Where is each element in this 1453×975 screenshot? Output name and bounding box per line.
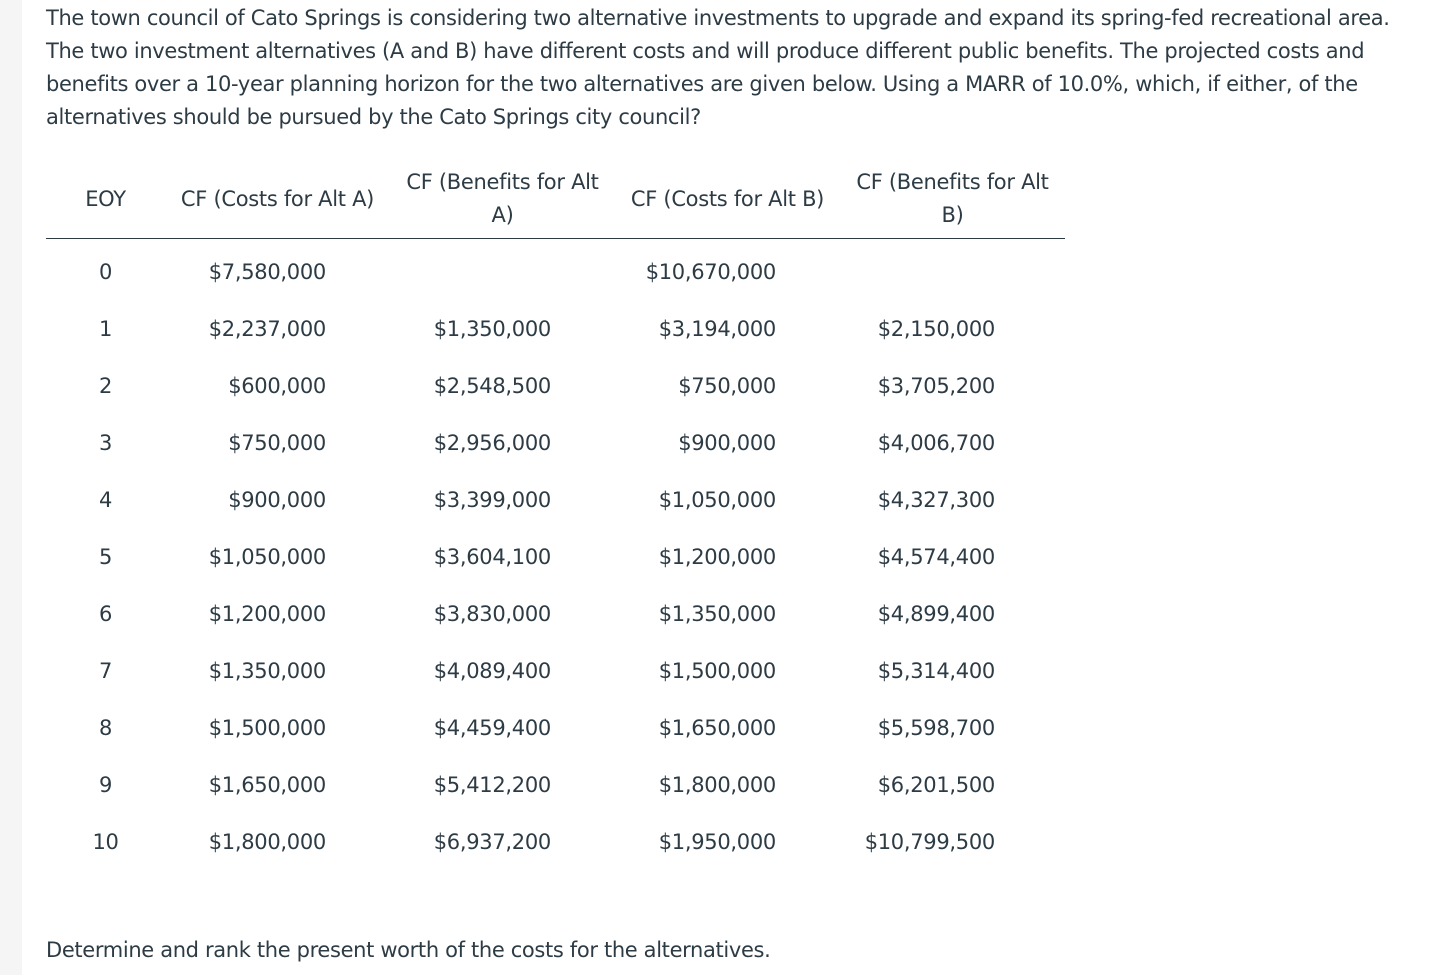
- table-row: [46, 813, 1065, 870]
- table-row: [46, 471, 1065, 528]
- cell-costs-alt-a: $1,500,000: [208, 715, 326, 740]
- table-row: [46, 300, 1065, 357]
- header-costs-alt-a: CF (Costs for Alt A): [165, 160, 390, 239]
- cell-benefits-alt-b: $3,705,200: [877, 373, 995, 398]
- cell-benefits-alt-a: $3,604,100: [433, 544, 551, 569]
- left-margin-strip: [0, 0, 22, 975]
- table-row: [46, 756, 1065, 813]
- cell-eoy: 2: [98, 373, 113, 398]
- question-text: The town council of Cato Springs is considering two alternative investments to upgrade and expand its spring-fed recreational area. The two investment alternatives (A and B) have different costs and will produce different public benefits. The projected costs and benefits over a 10-year planning horizon for the two alternatives are given below. Using a MARR of 10.0%, which, if either, of the alternatives should be pursued by the Cato Springs city council?: [46, 6, 1390, 129]
- table-row: [46, 528, 1065, 585]
- table-row: [46, 585, 1065, 642]
- cell-costs-alt-b: $1,650,000: [658, 715, 776, 740]
- cell-costs-alt-a: $900,000: [228, 487, 326, 512]
- cell-benefits-alt-a: $6,937,200: [433, 829, 551, 854]
- cell-eoy: 10: [92, 829, 119, 854]
- header-row: [46, 160, 1065, 239]
- cell-costs-alt-b: $1,050,000: [658, 487, 776, 512]
- cell-benefits-alt-b: $5,598,700: [877, 715, 995, 740]
- cell-costs-alt-b: $3,194,000: [658, 316, 776, 341]
- cell-costs-alt-b: $1,200,000: [658, 544, 776, 569]
- cell-eoy: 4: [98, 487, 113, 512]
- cell-costs-alt-a: $750,000: [228, 430, 326, 455]
- cell-costs-alt-b: $10,670,000: [645, 259, 776, 284]
- cell-eoy: 6: [98, 601, 113, 626]
- cell-eoy: 1: [98, 316, 113, 341]
- cell-costs-alt-b: $1,350,000: [658, 601, 776, 626]
- cell-eoy: 8: [98, 715, 113, 740]
- table-row: [46, 642, 1065, 699]
- cell-benefits-alt-a: [390, 239, 615, 301]
- cell-benefits-alt-a: $5,412,200: [433, 772, 551, 797]
- cell-benefits-alt-b: $4,006,700: [877, 430, 995, 455]
- cell-benefits-alt-a: $4,089,400: [433, 658, 551, 683]
- cell-costs-alt-b: $750,000: [678, 373, 776, 398]
- table-row: [46, 357, 1065, 414]
- cell-eoy: 5: [98, 544, 113, 569]
- cell-costs-alt-a: $1,650,000: [208, 772, 326, 797]
- cell-costs-alt-b: $900,000: [678, 430, 776, 455]
- cell-costs-alt-a: $1,800,000: [208, 829, 326, 854]
- question-container: [46, 2, 1426, 134]
- cell-benefits-alt-b: $4,574,400: [877, 544, 995, 569]
- cell-benefits-alt-b: $2,150,000: [877, 316, 995, 341]
- table-row: [46, 699, 1065, 756]
- header-benefits-alt-b: CF (Benefits for Alt B): [840, 160, 1065, 239]
- cash-flow-table-body: [46, 239, 1065, 871]
- header-benefits-alt-a: CF (Benefits for Alt A): [390, 160, 615, 239]
- cell-benefits-alt-b: $4,899,400: [877, 601, 995, 626]
- cell-benefits-alt-b: $5,314,400: [877, 658, 995, 683]
- cell-benefits-alt-b: $4,327,300: [877, 487, 995, 512]
- cell-eoy: 9: [98, 772, 113, 797]
- cash-flow-table-header: [46, 160, 1065, 239]
- cell-benefits-alt-b: $6,201,500: [877, 772, 995, 797]
- cell-eoy: 0: [98, 259, 113, 284]
- cell-costs-alt-a: $600,000: [228, 373, 326, 398]
- prompt-text: Determine and rank the present worth of the costs for the alternatives.: [46, 938, 771, 962]
- cash-flow-table: [46, 160, 1065, 870]
- table-row: [46, 414, 1065, 471]
- cell-costs-alt-a: $7,580,000: [208, 259, 326, 284]
- cell-eoy: 7: [98, 658, 113, 683]
- cell-costs-alt-b: $1,950,000: [658, 829, 776, 854]
- cell-costs-alt-b: $1,800,000: [658, 772, 776, 797]
- cell-costs-alt-a: $2,237,000: [208, 316, 326, 341]
- header-costs-alt-b: CF (Costs for Alt B): [615, 160, 840, 239]
- cell-benefits-alt-a: $3,830,000: [433, 601, 551, 626]
- cell-benefits-alt-b: $10,799,500: [864, 829, 995, 854]
- cell-benefits-alt-b: [840, 239, 1065, 301]
- cell-eoy: 3: [98, 430, 113, 455]
- cell-benefits-alt-a: $2,956,000: [433, 430, 551, 455]
- cell-costs-alt-a: $1,350,000: [208, 658, 326, 683]
- header-eoy: EOY: [46, 160, 165, 239]
- cell-costs-alt-a: $1,200,000: [208, 601, 326, 626]
- cell-benefits-alt-a: $2,548,500: [433, 373, 551, 398]
- cell-benefits-alt-a: $1,350,000: [433, 316, 551, 341]
- table-row: [46, 239, 1065, 301]
- cell-costs-alt-b: $1,500,000: [658, 658, 776, 683]
- cell-costs-alt-a: $1,050,000: [208, 544, 326, 569]
- cell-benefits-alt-a: $3,399,000: [433, 487, 551, 512]
- cell-benefits-alt-a: $4,459,400: [433, 715, 551, 740]
